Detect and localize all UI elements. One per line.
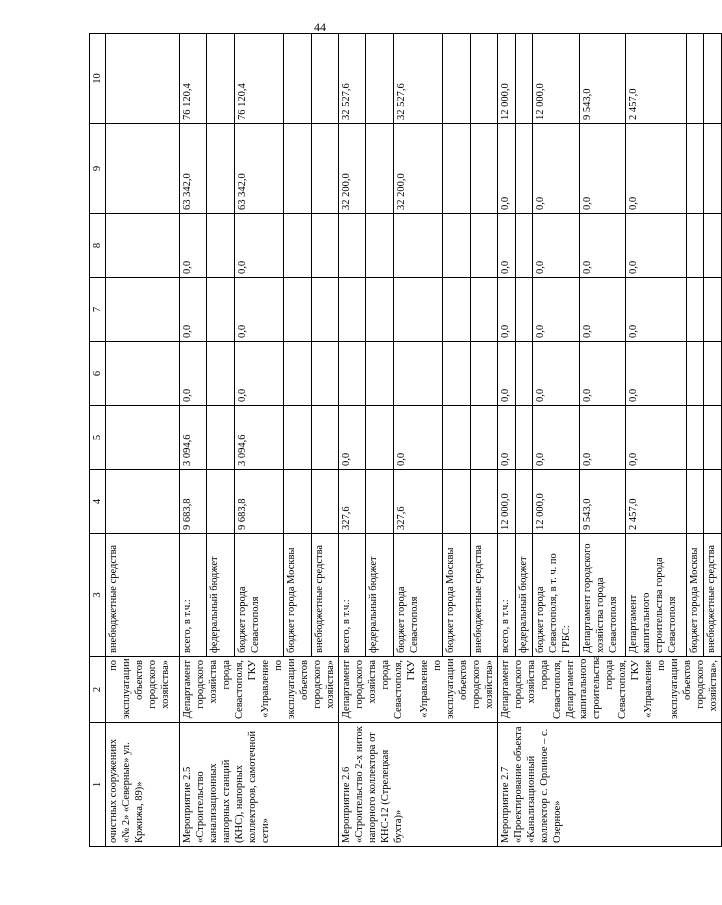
amount-cell: 0,0 (234, 342, 284, 406)
amount-cell (443, 278, 470, 342)
funding-source: всего, в т.ч.: (339, 534, 366, 657)
amount-cell (515, 278, 533, 342)
funding-source: Департамент капитального строительства города Севастополя (625, 534, 686, 657)
header-row (90, 34, 106, 847)
amount-cell (207, 406, 234, 470)
amount-cell: 0,0 (625, 342, 686, 406)
amount-cell: 0,0 (579, 124, 625, 214)
header-cell: 8 (90, 214, 106, 278)
amount-cell: 3 094,6 (234, 406, 284, 470)
header-cell: 6 (90, 342, 106, 406)
amount-cell (339, 214, 366, 278)
funding-table (89, 33, 722, 847)
funding-source: внебюджетные средства (704, 534, 722, 657)
table-row (339, 34, 366, 847)
amount-cell (704, 124, 722, 214)
amount-cell: 0,0 (533, 214, 579, 278)
funding-source: внебюджетные средства (106, 534, 180, 657)
header-cell: 4 (90, 470, 106, 534)
executor: по эксплуатации объектов городского хозяйства» (106, 657, 180, 723)
funding-source: бюджет города Севастополя (234, 534, 284, 657)
funding-source: бюджет города Севастополя, в т. ч. по ГРБС: (533, 534, 579, 657)
amount-cell (207, 124, 234, 214)
amount-cell (207, 342, 234, 406)
amount-cell: 63 342,0 (180, 124, 207, 214)
amount-cell: 32 200,0 (339, 124, 366, 214)
amount-cell (515, 406, 533, 470)
amount-cell: 0,0 (579, 278, 625, 342)
amount-cell (470, 34, 497, 124)
amount-cell (366, 278, 393, 342)
amount-cell (284, 342, 311, 406)
amount-cell: 0,0 (339, 406, 366, 470)
amount-cell (311, 124, 338, 214)
amount-cell: 32 527,6 (339, 34, 366, 124)
amount-cell (686, 214, 704, 278)
amount-cell (393, 214, 443, 278)
amount-cell: 0,0 (498, 124, 516, 214)
amount-cell (284, 406, 311, 470)
amount-cell: 0,0 (498, 214, 516, 278)
amount-cell: 0,0 (533, 278, 579, 342)
executor: Департамент городского хозяйства города Севастополя, ГКУ «Управление по эксплуатации объектов городского хозяйства» (180, 657, 339, 723)
rotated-table-container (89, 34, 719, 847)
amount-cell: 0,0 (625, 278, 686, 342)
amount-cell (366, 214, 393, 278)
amount-cell: 9 543,0 (579, 34, 625, 124)
amount-cell: 0,0 (533, 342, 579, 406)
amount-cell (515, 342, 533, 406)
amount-cell (470, 278, 497, 342)
amount-cell (339, 278, 366, 342)
activity-name: очистных сооружениях «№ 2» «Северные» ул. Кржижа, 89)» (106, 723, 180, 847)
amount-cell: 76 120,4 (234, 34, 284, 124)
funding-source: бюджет города Москвы (686, 534, 704, 657)
amount-cell (686, 470, 704, 534)
amount-cell: 0,0 (498, 278, 516, 342)
amount-cell: 327,6 (393, 470, 443, 534)
amount-cell (284, 278, 311, 342)
amount-cell (284, 470, 311, 534)
amount-cell (470, 406, 497, 470)
amount-cell (311, 214, 338, 278)
amount-cell (686, 124, 704, 214)
funding-source: федеральный бюджет (515, 534, 533, 657)
amount-cell: 0,0 (533, 124, 579, 214)
amount-cell: 32 527,6 (393, 34, 443, 124)
funding-source: внебюджетные средства (311, 534, 338, 657)
amount-cell (311, 34, 338, 124)
amount-cell: 12 000,0 (533, 470, 579, 534)
amount-cell (366, 124, 393, 214)
funding-source: бюджет города Москвы (443, 534, 470, 657)
amount-cell (686, 406, 704, 470)
amount-cell (311, 342, 338, 406)
amount-cell: 12 000,0 (498, 34, 516, 124)
amount-cell: 2 457,0 (625, 34, 686, 124)
amount-cell (443, 34, 470, 124)
amount-cell (515, 124, 533, 214)
activity-name: Мероприятие 2.7 «Проектирование объекта «Канализационный коллектор с. Орлиное – с. Озерное» (498, 723, 722, 847)
amount-cell: 9 683,8 (234, 470, 284, 534)
header-cell: 9 (90, 124, 106, 214)
amount-cell (443, 214, 470, 278)
amount-cell: 12 000,0 (533, 34, 579, 124)
amount-cell: 0,0 (393, 406, 443, 470)
funding-source: всего, в т.ч.: (180, 534, 207, 657)
amount-cell: 12 000,0 (498, 470, 516, 534)
amount-cell (443, 124, 470, 214)
amount-cell (704, 34, 722, 124)
amount-cell (393, 342, 443, 406)
page-number: 44 (314, 20, 326, 34)
amount-cell (686, 34, 704, 124)
table-row (498, 34, 516, 847)
amount-cell: 0,0 (180, 278, 207, 342)
amount-cell (704, 406, 722, 470)
amount-cell (366, 470, 393, 534)
amount-cell: 63 342,0 (234, 124, 284, 214)
funding-source: всего, в т.ч.: (498, 534, 516, 657)
amount-cell: 0,0 (234, 214, 284, 278)
amount-cell (284, 34, 311, 124)
amount-cell (686, 278, 704, 342)
amount-cell: 9 683,8 (180, 470, 207, 534)
amount-cell: 0,0 (579, 406, 625, 470)
amount-cell (207, 278, 234, 342)
amount-cell (515, 34, 533, 124)
amount-cell (470, 470, 497, 534)
amount-cell: 0,0 (180, 342, 207, 406)
amount-cell (366, 342, 393, 406)
amount-cell: 0,0 (579, 342, 625, 406)
header-cell: 2 (90, 657, 106, 723)
amount-cell: 0,0 (498, 342, 516, 406)
amount-cell: 0,0 (533, 406, 579, 470)
funding-source: Департамент городского хозяйства города Севастополя (579, 534, 625, 657)
amount-cell (470, 124, 497, 214)
amount-cell (443, 342, 470, 406)
header-cell: 10 (90, 34, 106, 124)
amount-cell (311, 406, 338, 470)
table-row (180, 34, 207, 847)
amount-cell: 9 543,0 (579, 470, 625, 534)
continuation-row (106, 34, 180, 847)
amount-cell (686, 342, 704, 406)
amount-cell: 0,0 (625, 214, 686, 278)
amount-cell: 32 200,0 (393, 124, 443, 214)
amount-cell: 0,0 (498, 406, 516, 470)
executor: Департамент городского хозяйства города Севастополя, ГКУ «Управление по эксплуатации объектов городского хозяйства» (339, 657, 498, 723)
amount-cell (515, 214, 533, 278)
amount-cell: 0,0 (234, 278, 284, 342)
amount-cell (284, 214, 311, 278)
amount-cell (515, 470, 533, 534)
funding-source: федеральный бюджет (207, 534, 234, 657)
amount-cell (284, 124, 311, 214)
amount-cell: 327,6 (339, 470, 366, 534)
header-cell: 7 (90, 278, 106, 342)
amount-cell: 0,0 (579, 214, 625, 278)
amount-cell (470, 342, 497, 406)
amount-cell (470, 214, 497, 278)
amount-cell (443, 406, 470, 470)
executor: Департамент городского хозяйства города Севастополя, Департамент капитального строительства города Севастополя, ГКУ «Управление по эксплуатации объектов городского хозяйства», (498, 657, 722, 723)
amount-cell (207, 214, 234, 278)
activity-name: Мероприятие 2.5 «Строительство канализационных напорных станций (КНС), напорных коллекторов, самотечной сети» (180, 723, 339, 847)
amount-cell (393, 278, 443, 342)
amount-cell (311, 470, 338, 534)
amount-cell (339, 342, 366, 406)
amount-cell: 76 120,4 (180, 34, 207, 124)
amount-cell (704, 470, 722, 534)
amount-cell (704, 214, 722, 278)
header-cell: 1 (90, 723, 106, 847)
funding-source: бюджет города Москвы (284, 534, 311, 657)
funding-source: внебюджетные средства (470, 534, 497, 657)
amount-cell: 0,0 (180, 214, 207, 278)
amount-cell: 0,0 (625, 406, 686, 470)
amount-cell (704, 278, 722, 342)
activity-name: Мероприятие 2.6 «Строительство 2-х ниток напорного коллектора от КНС-12 (Стрелецкая бухта)» (339, 723, 498, 847)
amount-cell: 3 094,6 (180, 406, 207, 470)
funding-source: федеральный бюджет (366, 534, 393, 657)
amount-cell: 2 457,0 (625, 470, 686, 534)
funding-source: бюджет города Севастополя (393, 534, 443, 657)
amount-cell (443, 470, 470, 534)
amount-cell (207, 34, 234, 124)
amount-cell (366, 34, 393, 124)
header-cell: 5 (90, 406, 106, 470)
amount-cell (207, 470, 234, 534)
amount-cell (704, 342, 722, 406)
amount-cell (311, 278, 338, 342)
amount-cell (366, 406, 393, 470)
amount-cell: 0,0 (625, 124, 686, 214)
header-cell: 3 (90, 534, 106, 657)
